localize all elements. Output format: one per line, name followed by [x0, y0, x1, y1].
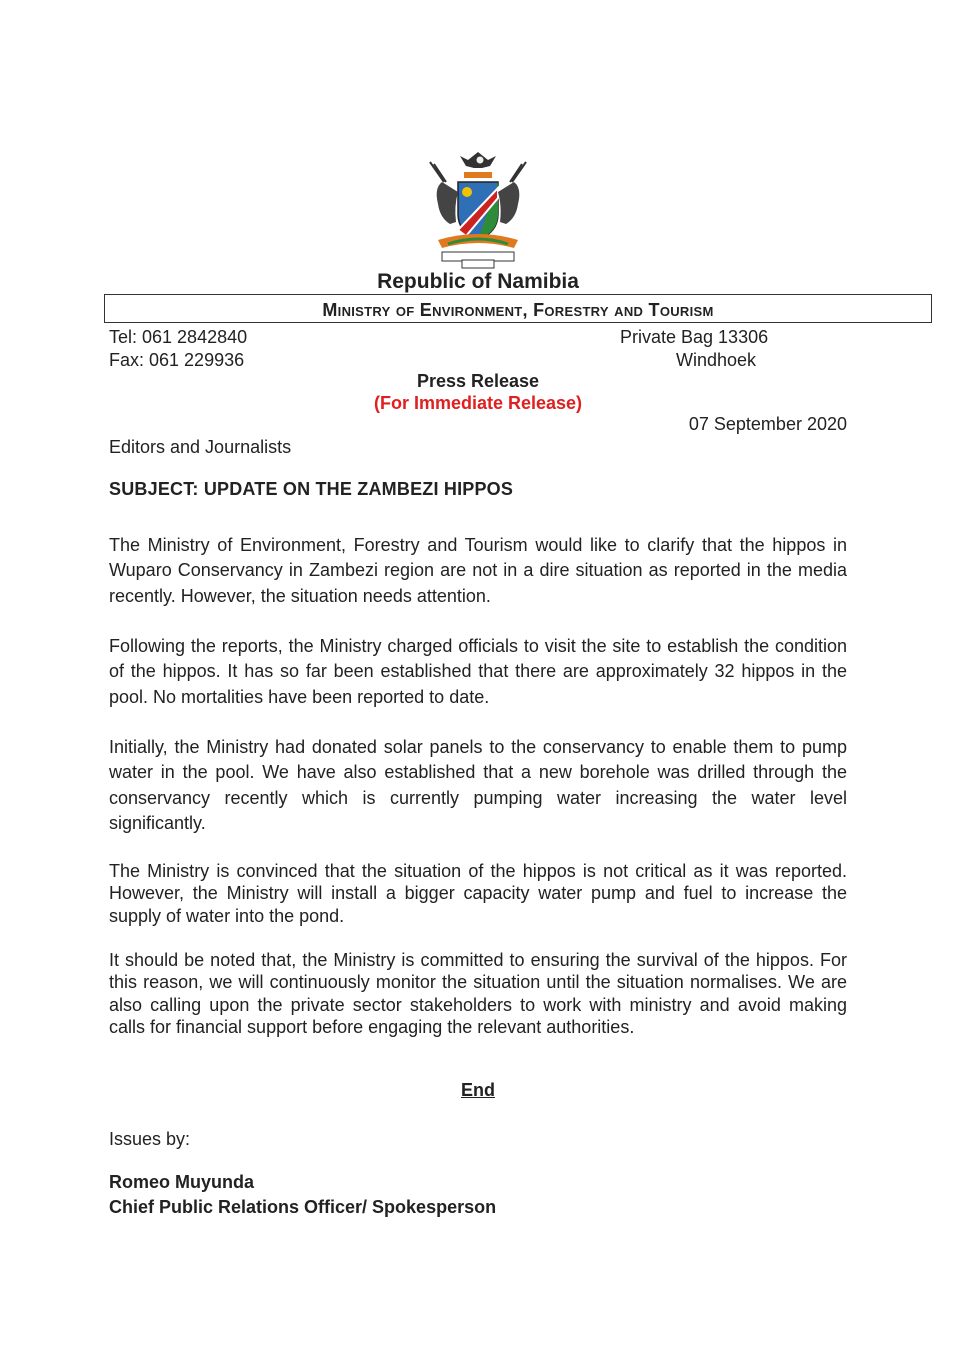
- issued-by-label: Issues by:: [109, 1129, 191, 1149]
- end-marker: End: [461, 1080, 495, 1100]
- address-line2: Windhoek: [676, 350, 757, 370]
- phone-contact: [109, 326, 247, 372]
- release-date: 07 September 2020: [688, 414, 847, 434]
- body-paragraph: Initially, the Ministry had donated solar panels to the conservancy to enable them to pump water in the pool. We have also established that a new borehole was drilled through the conservancy recently which is currently pumping water increasing the water level significantly.: [109, 737, 847, 833]
- ministry-heading: Ministry of Environment, Forestry and Tourism: [322, 300, 714, 320]
- immediate-release-notice: (For Immediate Release): [373, 393, 583, 413]
- press-release-title: Press Release: [416, 371, 540, 391]
- postal-address: [620, 326, 768, 372]
- body-paragraph: The Ministry of Environment, Forestry and Tourism would like to clarify that the hippos in Wuparo Conservancy in Zambezi region are not in a dire situation as reported in the media recently. However, the situation needs attention.: [109, 535, 847, 606]
- fax-number: Fax: 061 229936: [109, 350, 245, 370]
- signatory-name: Romeo Muyunda: [109, 1172, 255, 1192]
- body-paragraph: The Ministry is convinced that the situation of the hippos is not critical as it was reported. However, the Ministry will install a bigger capacity water pump and fuel to increase the supply of water into the pond.: [109, 861, 847, 926]
- signatory-title: Chief Public Relations Officer/ Spokesperson: [109, 1197, 497, 1217]
- body-paragraph: It should be noted that, the Ministry is committed to ensuring the survival of the hippos. For this reason, we will continuously monitor the situation until the situation normalises. We are also calling upon the private sector stakeholders to work with ministry and avoid making calls for financial support before engaging the relevant authorities.: [109, 950, 847, 1037]
- subject-line: SUBJECT: UPDATE ON THE ZAMBEZI HIPPOS: [109, 479, 514, 499]
- signature-block: [109, 1170, 496, 1220]
- address-line1: Private Bag 13306: [620, 327, 769, 347]
- telephone-number: Tel: 061 2842840: [109, 327, 248, 347]
- addressee: Editors and Journalists: [109, 437, 292, 457]
- body-paragraph: Following the reports, the Ministry charged officials to visit the site to establish the condition of the hippos. It has so far been established that there are approximately 32 hippos in the pool. No mortalities have been reported to date.: [109, 636, 847, 707]
- country-heading: Republic of Namibia: [377, 270, 579, 293]
- coat-of-arms-logo: [424, 148, 532, 270]
